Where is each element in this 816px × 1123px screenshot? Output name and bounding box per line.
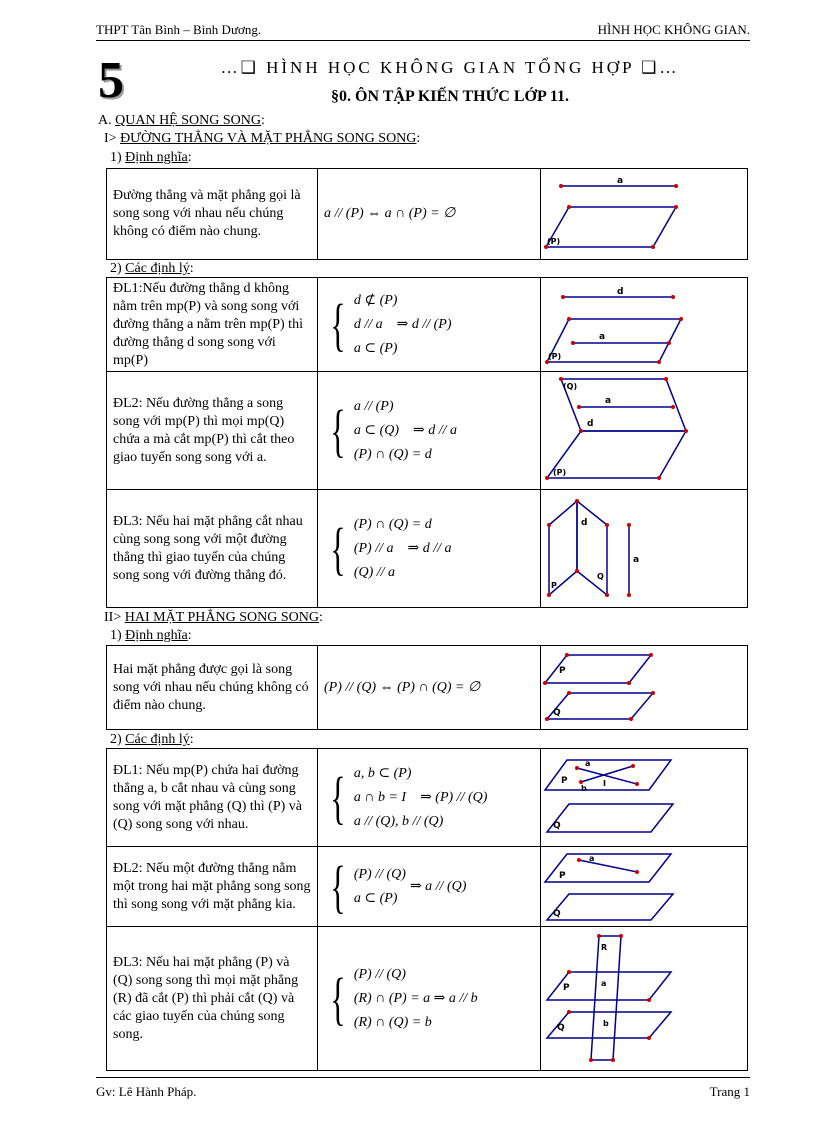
svg-text:a: a — [605, 395, 612, 406]
theorem-row — [107, 490, 748, 608]
definition-figure — [541, 646, 748, 730]
part2-heading: II> HAI MẶT PHẲNG SONG SONG: — [104, 610, 323, 625]
theorem-row — [107, 278, 748, 372]
part1-definition-table — [106, 168, 748, 260]
part2-theorem1-figure — [541, 750, 747, 846]
page-title: …❑ HÌNH HỌC KHÔNG GIAN TỔNG HỢP ❑… — [220, 58, 680, 77]
theorem-text: ĐL1:Nếu đường thẳng d không nằm trên mp(P) và song song với đường thẳng a nằm trên mp(P) thì đường thẳng d song song với mp(P) — [107, 278, 318, 372]
theorem-row — [107, 927, 748, 1071]
page-subtitle: §0. ÔN TẬP KIẾN THỨC LỚP 11. — [331, 88, 569, 105]
part2-theorem2-figure — [541, 848, 747, 926]
svg-text:b: b — [603, 1018, 609, 1028]
page-header — [96, 22, 750, 41]
svg-text:(Q): (Q) — [563, 381, 578, 391]
part1-theorems-table — [106, 277, 748, 608]
definition-formula: (P) // (Q) ⇔ (P) ∩ (Q) = ∅ — [318, 646, 541, 730]
theorem-row — [107, 847, 748, 927]
svg-text:a: a — [633, 554, 640, 565]
theorem-row — [107, 749, 748, 847]
definition-text: Đường thẳng và mặt phẳng gọi là song song với nhau nếu chúng không có điểm nào chung. — [107, 169, 318, 260]
svg-text:R: R — [601, 942, 608, 952]
svg-text:d: d — [617, 286, 624, 297]
theorem-figure — [541, 490, 748, 608]
theorem-figure — [541, 927, 748, 1071]
svg-text:Q: Q — [557, 1022, 565, 1033]
svg-text:a: a — [589, 853, 595, 863]
svg-text:P: P — [561, 775, 568, 786]
svg-text:a: a — [585, 758, 591, 768]
header-school: THPT Tân Bình – Bình Dương. — [96, 22, 262, 37]
svg-text:P: P — [551, 580, 557, 590]
theorem1-figure — [541, 279, 747, 371]
theorem-row — [107, 372, 748, 490]
definition-figure — [541, 169, 748, 260]
header-subject: HÌNH HỌC KHÔNG GIAN. — [597, 22, 750, 37]
theorem-figure — [541, 847, 748, 927]
theorem3-figure — [541, 491, 747, 607]
chapter-number: 5 — [98, 52, 124, 109]
parallel-planes-figure — [541, 647, 747, 729]
theorem-text: ĐL3: Nếu hai mặt phẳng (P) và (Q) song song thì mọi mặt phẳng (R) đã cắt (P) thì phải cắt (Q) và các giao tuyến của chúng song song. — [107, 927, 318, 1071]
label-P: (P) — [547, 236, 561, 246]
page-footer — [96, 1077, 750, 1100]
theorem-text: ĐL2: Nếu đường thẳng a song song với mp(P) thì mọi mp(Q) chứa a mà cắt mp(P) thì cắt theo giao tuyến song song với a. — [107, 372, 318, 490]
svg-text:I: I — [603, 778, 606, 788]
theorem-figure — [541, 278, 748, 372]
label-a: a — [617, 175, 624, 186]
theorem-formula: { a // (P) a ⊂ (Q) ⇒ d // a (P) ∩ (Q) = d — [318, 372, 541, 490]
part2-definition-table — [106, 645, 748, 730]
part2-theorems-heading: 2) Các định lý: — [110, 732, 194, 747]
part1-theorems-heading: 2) Các định lý: — [110, 261, 194, 276]
definition-formula: a // (P) ⇔ a ∩ (P) = ∅ — [318, 169, 541, 260]
theorem-formula: { (P) // (Q) (R) ∩ (P) = a ⇒ a // b (R) ∩ (Q) = b — [318, 927, 541, 1071]
svg-text:Q: Q — [553, 820, 561, 831]
theorem-formula: { (P) ∩ (Q) = d (P) // a ⇒ d // a (Q) // a — [318, 490, 541, 608]
part2-definition-heading: 1) Định nghĩa: — [110, 628, 192, 643]
part1-definition-heading: 1) Định nghĩa: — [110, 150, 192, 165]
svg-text:Q: Q — [597, 571, 604, 581]
theorem-formula: { a, b ⊂ (P) a ∩ b = I ⇒ (P) // (Q) a // (Q), b // (Q) — [318, 749, 541, 847]
svg-text:d: d — [587, 418, 594, 429]
svg-text:d: d — [581, 517, 588, 528]
svg-text:P: P — [559, 665, 566, 676]
svg-text:Q: Q — [553, 908, 561, 919]
svg-text:a: a — [601, 978, 607, 988]
theorem-text: ĐL3: Nếu hai mặt phẳng cắt nhau cùng song song với một đường thẳng thì giao tuyến của chúng song song với đường thẳng đó. — [107, 490, 318, 608]
theorem-figure — [541, 749, 748, 847]
theorem2-figure — [541, 373, 747, 489]
svg-text:(P): (P) — [553, 467, 567, 477]
svg-text:b: b — [581, 783, 587, 793]
svg-text:Q: Q — [553, 707, 561, 718]
section-a-heading: A. QUAN HỆ SONG SONG: — [98, 113, 265, 128]
part2-theorem3-figure — [541, 928, 747, 1070]
part2-theorems-table — [106, 748, 748, 1071]
svg-text:P: P — [563, 982, 570, 993]
footer-teacher: Gv: Lê Hành Pháp. — [96, 1084, 197, 1099]
svg-text:a: a — [599, 331, 606, 342]
svg-text:(P): (P) — [548, 351, 562, 361]
theorem-formula: { (P) // (Q) a ⊂ (P) ⇒ a // (Q) — [318, 847, 541, 927]
footer-page-number: Trang 1 — [709, 1084, 750, 1099]
svg-text:P: P — [559, 870, 566, 881]
theorem-text: ĐL1: Nếu mp(P) chứa hai đường thẳng a, b cắt nhau và cùng song song với mặt phẳng (Q) thì (P) và (Q) song song với nhau. — [107, 749, 318, 847]
theorem-figure — [541, 372, 748, 490]
theorem-text: ĐL2: Nếu một đường thẳng nằm một trong hai mặt phẳng song song thì song song với mặt phẳng kia. — [107, 847, 318, 927]
theorem-formula: { d ⊄ (P) d // a ⇒ d // (P) a ⊂ (P) — [318, 278, 541, 372]
definition-text: Hai mặt phẳng được gọi là song song với nhau nếu chúng không có điểm nào chung. — [107, 646, 318, 730]
line-parallel-plane-figure — [541, 170, 747, 259]
part1-heading: I> ĐƯỜNG THẲNG VÀ MẶT PHẲNG SONG SONG: — [104, 131, 421, 146]
